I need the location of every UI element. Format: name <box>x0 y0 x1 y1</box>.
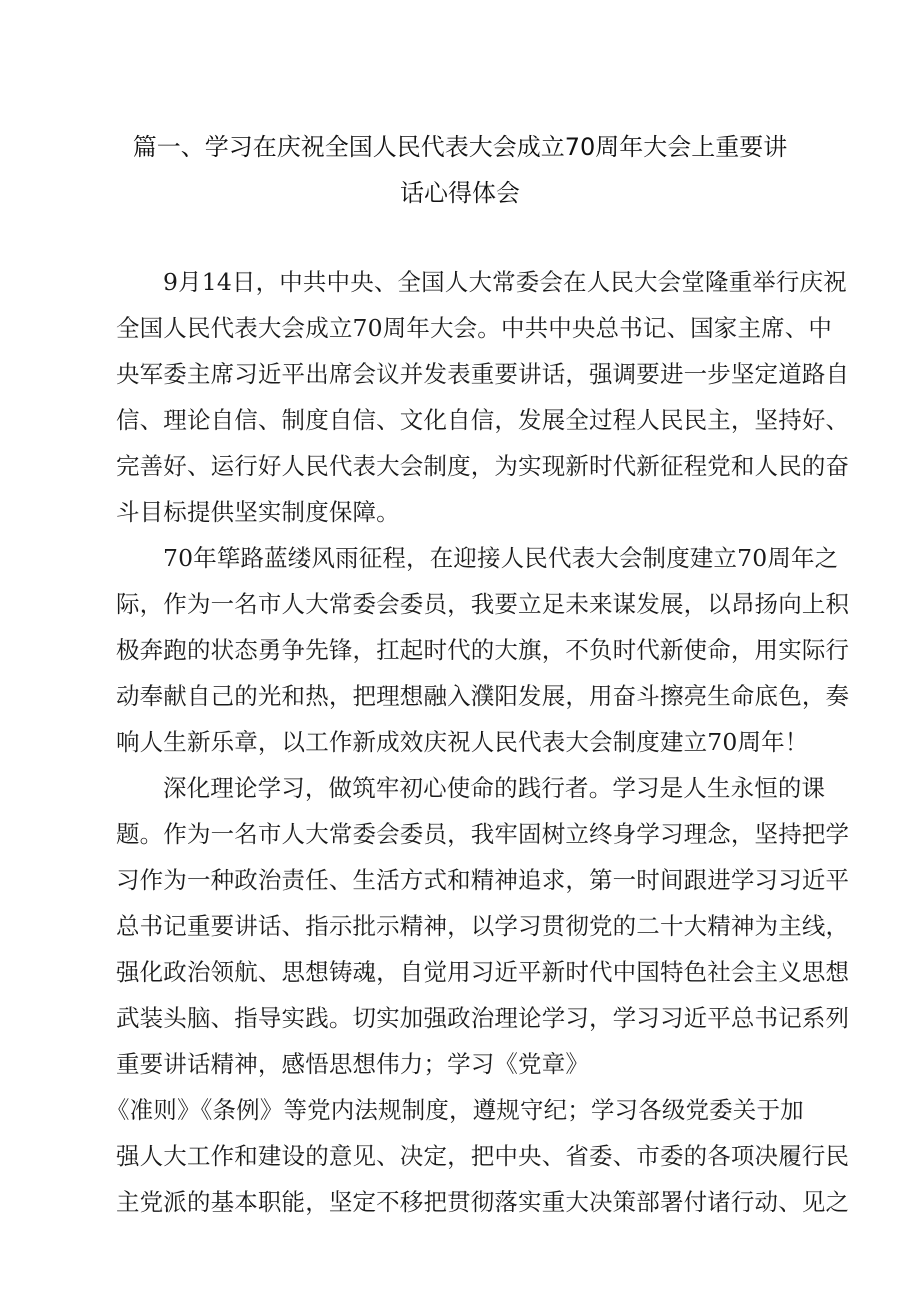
paragraph-3-line-1: 深化理论学习，做筑牢初心使命的践行者。学习是人生永恒的课 <box>163 774 826 802</box>
paragraph-3-line-2: 题。作为一名市人大常委会委员，我牢固树立终身学习理念，坚持把学 <box>116 820 850 848</box>
paragraph-1-line-6: 斗目标提供坚实制度保障。 <box>116 498 400 526</box>
paragraph-1-line-5: 完善好、运行好人民代表大会制度，为实现新时代新征程党和人民的奋 <box>116 452 850 480</box>
paragraph-2-line-1: 70年筚路蓝缕风雨征程，在迎接人民代表大会制度建立70周年之 <box>163 544 839 572</box>
paragraph-3-line-9: 强人大工作和建设的意见、决定，把中央、省委、市委的各项决履行民 <box>116 1142 850 1170</box>
document-title <box>100 124 820 216</box>
paragraph-2-line-5: 响人生新乐章，以工作新成效庆祝人民代表大会制度建立70周年！ <box>116 728 809 756</box>
paragraph-1-line-3: 央军委主席习近平出席会议并发表重要讲话，强调要进一步坚定道路自 <box>116 360 850 388</box>
paragraph-1-line-1: 9月14日，中共中央、全国人大常委会在人民大会堂隆重举行庆祝 <box>163 268 847 296</box>
paragraph-3-line-3: 习作为一种政治责任、生活方式和精神追求，第一时间跟进学习习近平 <box>116 866 850 894</box>
paragraph-3-line-4: 总书记重要讲话、指示批示精神，以学习贯彻党的二十大精神为主线， <box>116 912 850 940</box>
paragraph-2-line-4: 动奉献自己的光和热，把理想融入濮阳发展，用奋斗擦亮生命底色，奏 <box>116 682 850 710</box>
paragraph-3-line-7: 重要讲话精神，感悟思想伟力；学习《党章》 <box>116 1050 589 1078</box>
title-line-1: 篇一、学习在庆祝全国人民代表大会成立70周年大会上重要讲 <box>132 133 788 161</box>
paragraph-2-line-2: 际，作为一名市人大常委会委员，我要立足未来谋发展，以昂扬向上积 <box>116 590 850 618</box>
paragraph-1-line-2: 全国人民代表大会成立70周年大会。中共中央总书记、国家主席、中 <box>116 314 833 342</box>
paragraph-1-line-4: 信、理论自信、制度自信、文化自信，发展全过程人民民主，坚持好、 <box>116 406 850 434</box>
paragraph-3-line-8: 《准则》《条例》等党内法规制度，遵规守纪；学习各级党委关于加 <box>106 1096 804 1124</box>
paragraph-3-line-5: 强化政治领航、思想铸魂，自觉用习近平新时代中国特色社会主义思想 <box>116 958 850 986</box>
paragraph-3-line-10: 主党派的基本职能，坚定不移把贯彻落实重大决策部署付诸行动、见之 <box>116 1188 850 1216</box>
title-line-2: 话心得体会 <box>400 179 520 207</box>
paragraph-3-line-6: 武装头脑、指导实践。切实加强政治理论学习，学习习近平总书记系列 <box>116 1004 850 1032</box>
paragraph-2-line-3: 极奔跑的状态勇争先锋，扛起时代的大旗，不负时代新使命，用实际行 <box>116 636 850 664</box>
